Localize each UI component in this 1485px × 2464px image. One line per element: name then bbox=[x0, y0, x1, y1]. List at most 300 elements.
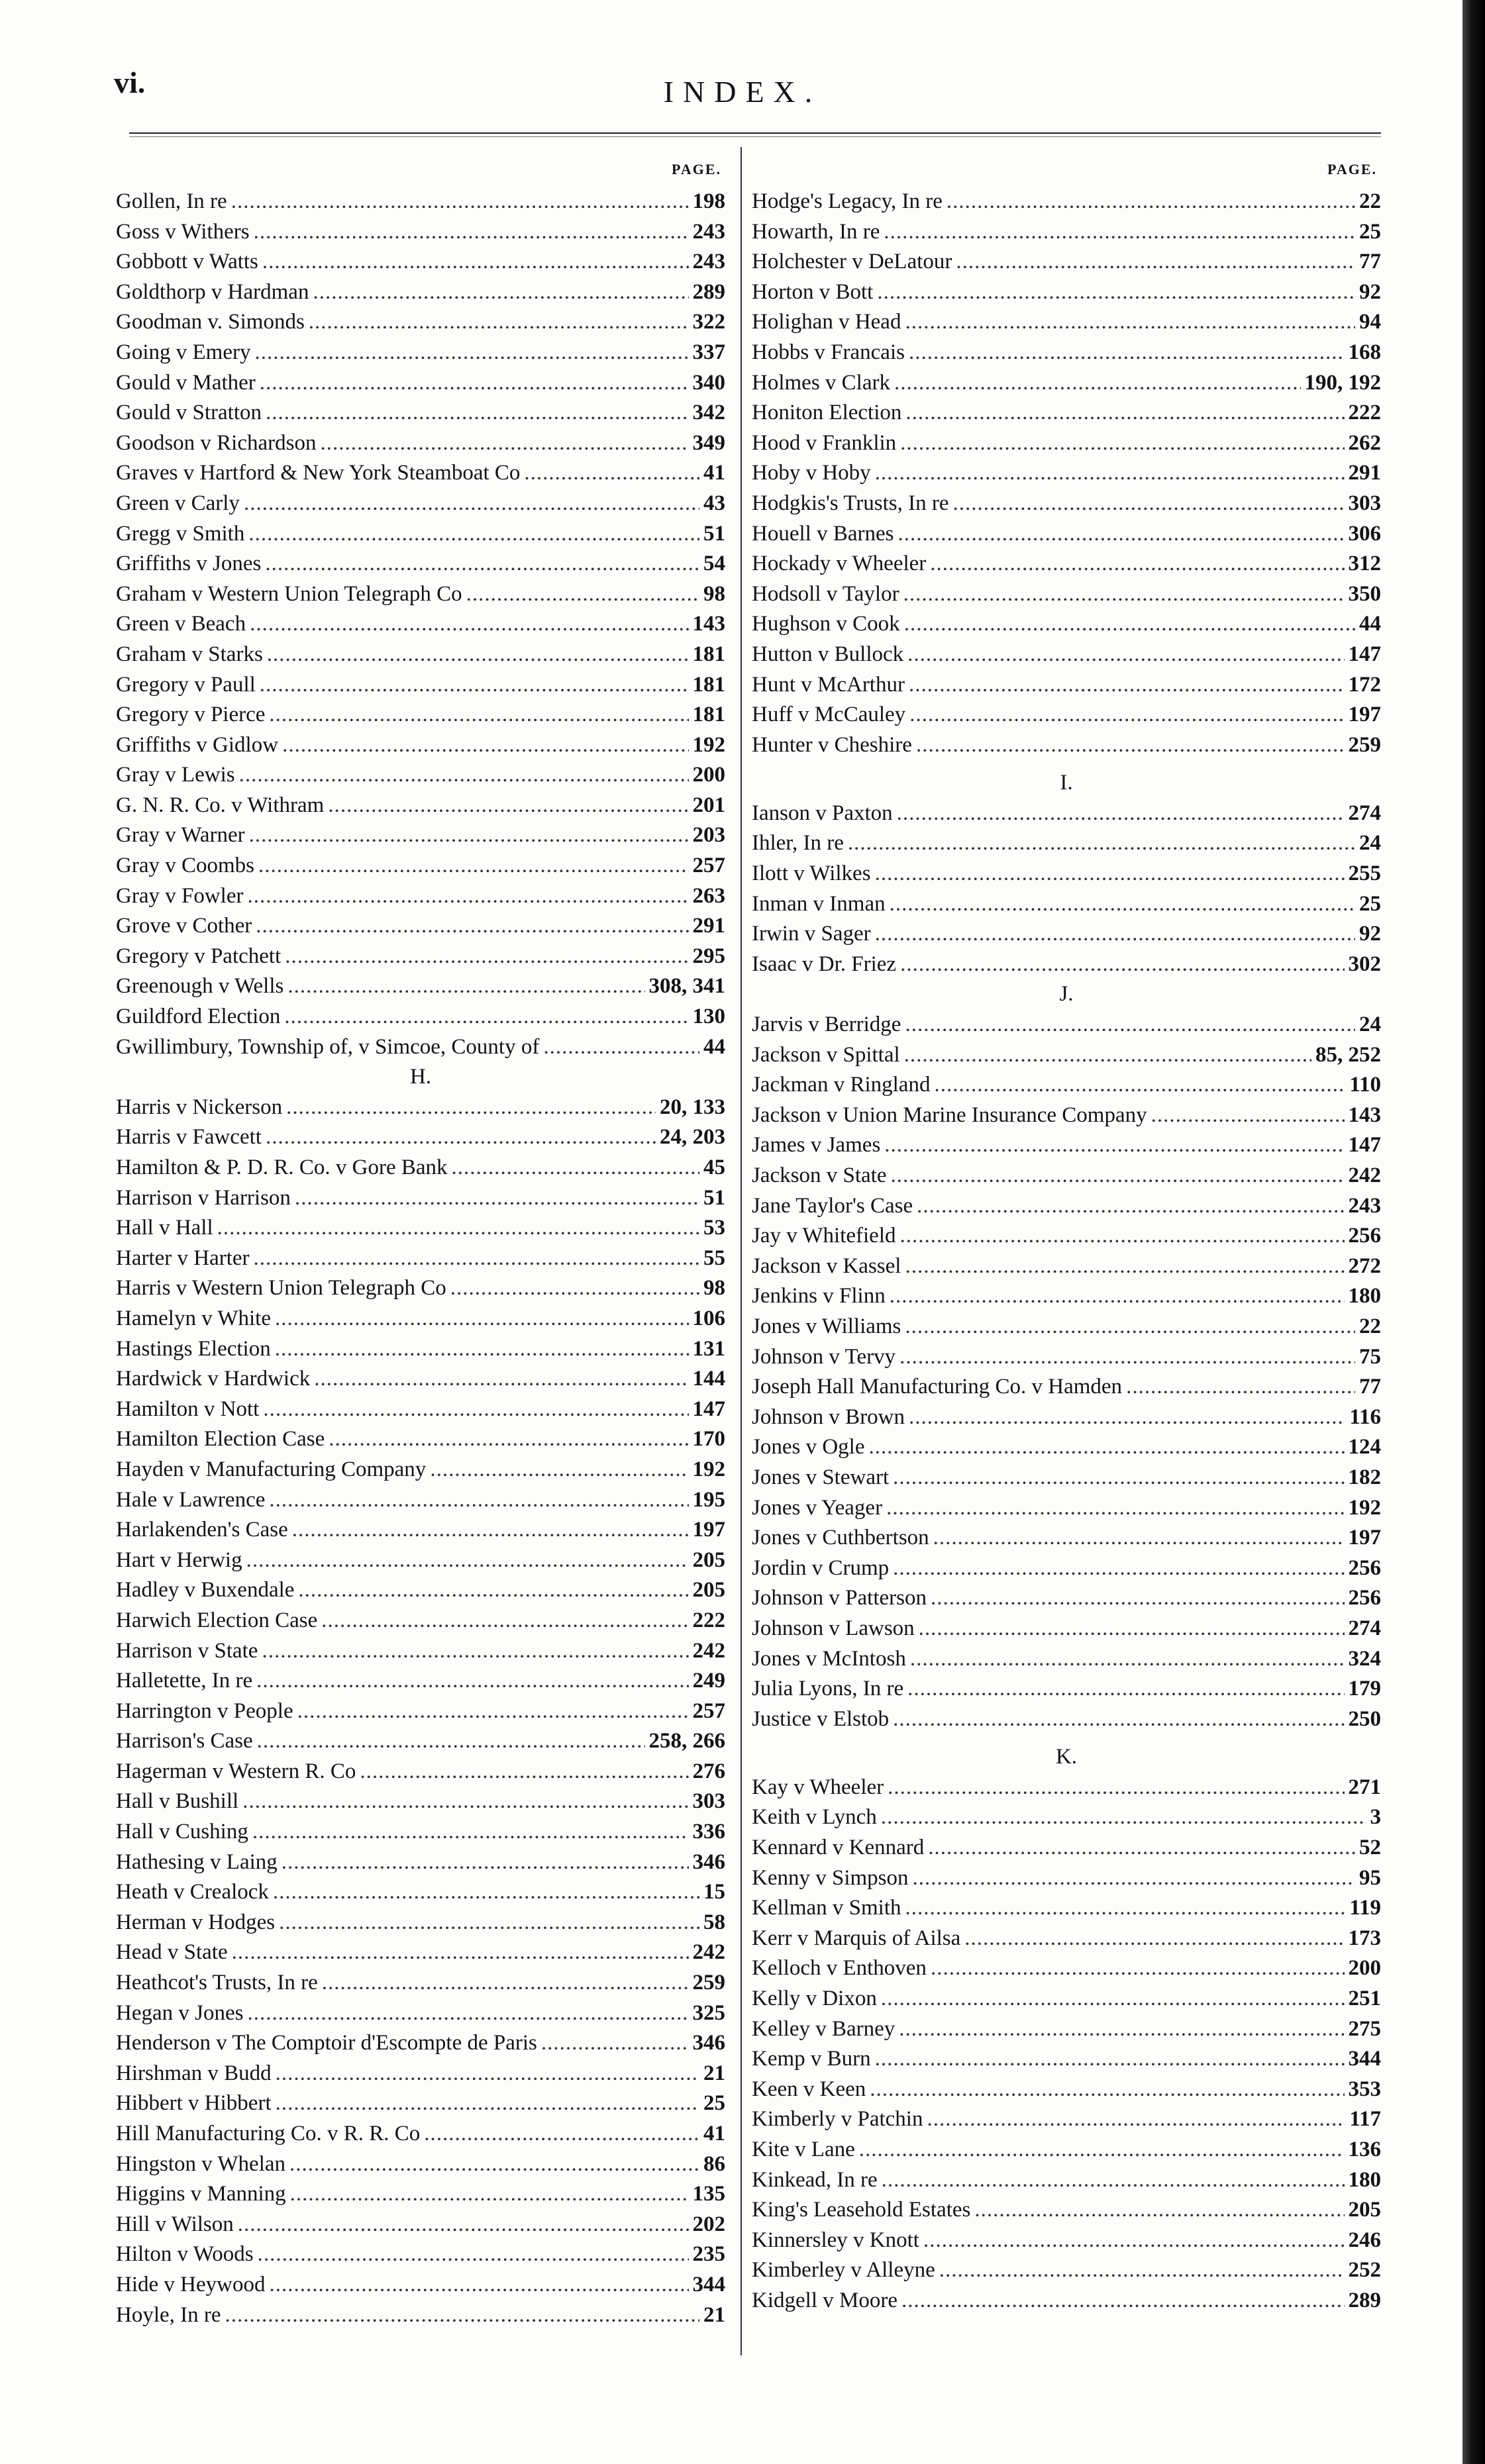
case-name: Hodgkis's Trusts, In re bbox=[752, 491, 949, 515]
k-entry-list bbox=[752, 1773, 1381, 2316]
page-ref: 344 bbox=[692, 2272, 725, 2296]
dot-leader bbox=[909, 338, 1345, 368]
case-name: Hagerman v Western R. Co bbox=[116, 1759, 356, 1783]
index-entry bbox=[116, 2210, 725, 2240]
page-ref: 147 bbox=[1348, 642, 1381, 666]
dot-leader bbox=[868, 1432, 1344, 1463]
case-name: Hale v Lawrence bbox=[116, 1487, 266, 1512]
page-ref: 41 bbox=[703, 2122, 725, 2145]
dot-leader bbox=[282, 1848, 689, 1878]
case-name: Justice v Elstob bbox=[752, 1706, 890, 1731]
page-ref: 200 bbox=[1348, 1956, 1381, 1981]
index-entry bbox=[116, 1908, 725, 1938]
index-entry bbox=[116, 1273, 725, 1304]
dot-leader bbox=[859, 2135, 1345, 2165]
dot-leader bbox=[269, 2270, 688, 2300]
page-ref: 197 bbox=[1348, 1526, 1381, 1550]
index-entry bbox=[116, 1213, 725, 1244]
case-name: Green v Beach bbox=[116, 612, 246, 636]
h-entry-list-right bbox=[752, 187, 1381, 760]
dot-leader bbox=[244, 489, 699, 519]
dot-leader bbox=[900, 1221, 1345, 1252]
index-entry bbox=[752, 2195, 1381, 2226]
index-entry bbox=[752, 919, 1381, 950]
page-ref: 52 bbox=[1359, 1836, 1381, 1860]
case-name: Kenny v Simpson bbox=[752, 1865, 909, 1890]
page-ref: 303 bbox=[1348, 491, 1381, 515]
case-name: Kite v Lane bbox=[752, 2138, 855, 2161]
index-entry bbox=[752, 1802, 1381, 1833]
index-entry bbox=[752, 1281, 1381, 1312]
section-heading-k: K. bbox=[1055, 1745, 1078, 1769]
case-name: Joseph Hall Manufacturing Co. v Hamden bbox=[752, 1375, 1123, 1399]
dot-leader bbox=[260, 670, 689, 701]
index-entry bbox=[116, 881, 725, 912]
dot-leader bbox=[250, 609, 688, 640]
dot-leader bbox=[257, 1726, 645, 1757]
index-entry bbox=[752, 2104, 1381, 2135]
dot-leader bbox=[225, 2300, 699, 2331]
dot-leader bbox=[246, 1546, 689, 1576]
case-name: Heath v Crealock bbox=[116, 1880, 269, 1904]
page-ref: 54 bbox=[703, 552, 725, 576]
case-name: Hodge's Legacy, In re bbox=[752, 189, 943, 213]
page-ref: 291 bbox=[1348, 461, 1381, 485]
dot-leader bbox=[931, 1953, 1345, 1984]
dot-leader bbox=[909, 700, 1344, 730]
case-name: James v James bbox=[752, 1133, 881, 1158]
dot-leader bbox=[905, 398, 1344, 428]
g-entry-list bbox=[116, 187, 725, 1062]
index-entry bbox=[752, 2075, 1381, 2105]
case-name: Jones v Ogle bbox=[752, 1435, 865, 1459]
page-ref: 15 bbox=[703, 1880, 725, 1904]
page-ref: 243 bbox=[692, 219, 725, 244]
dot-leader bbox=[262, 247, 689, 277]
case-name: Goodman v. Simonds bbox=[116, 310, 305, 334]
case-name: Head v State bbox=[116, 1940, 228, 1965]
page-ref: 257 bbox=[692, 1699, 725, 1723]
dot-leader bbox=[909, 1403, 1345, 1433]
case-name: Jackson v Kassel bbox=[752, 1254, 901, 1278]
page-ref: 274 bbox=[1348, 801, 1381, 825]
index-entry bbox=[752, 1070, 1381, 1101]
index-entry bbox=[116, 1998, 725, 2029]
dot-leader bbox=[217, 1213, 699, 1244]
dot-leader bbox=[875, 458, 1345, 489]
page-ref: 85, 252 bbox=[1315, 1042, 1381, 1067]
index-entry bbox=[116, 640, 725, 670]
dot-leader bbox=[899, 2014, 1344, 2045]
index-entry bbox=[116, 2028, 725, 2059]
h-entry-list-left bbox=[116, 1093, 725, 2330]
dot-leader bbox=[314, 1364, 688, 1395]
dot-leader bbox=[292, 1515, 689, 1546]
case-name: Kimberly v Patchin bbox=[752, 2107, 923, 2132]
index-entry bbox=[116, 1968, 725, 1998]
case-name: Honiton Election bbox=[752, 401, 902, 425]
case-name: Heathcot's Trusts, In re bbox=[116, 1971, 318, 1995]
dot-leader bbox=[909, 670, 1345, 701]
page-ref: 262 bbox=[1348, 430, 1381, 455]
page-ref: 289 bbox=[692, 279, 725, 304]
dot-leader bbox=[285, 942, 688, 972]
dot-leader bbox=[893, 1704, 1344, 1735]
dot-leader bbox=[907, 640, 1344, 670]
index-entry bbox=[116, 1787, 725, 1817]
case-name: Griffiths v Gidlow bbox=[116, 732, 279, 757]
dot-leader bbox=[900, 428, 1344, 459]
index-entry bbox=[116, 942, 725, 972]
index-entry bbox=[752, 1924, 1381, 1954]
index-entry bbox=[116, 2149, 725, 2180]
header-rule bbox=[129, 132, 1381, 134]
dot-leader bbox=[884, 1130, 1344, 1161]
index-entry bbox=[752, 549, 1381, 579]
dot-leader bbox=[848, 828, 1355, 859]
case-name: Hathesing v Laing bbox=[116, 1849, 278, 1874]
index-entry bbox=[116, 1485, 725, 1516]
page-ref: 222 bbox=[692, 1608, 725, 1632]
dot-leader bbox=[927, 2104, 1345, 2135]
page-edge-shadow bbox=[1462, 0, 1485, 2464]
case-name: Gray v Coombs bbox=[116, 854, 254, 878]
case-name: Hobbs v Francais bbox=[752, 340, 905, 364]
page-ref: 21 bbox=[703, 2061, 725, 2085]
page-ref: 251 bbox=[1348, 1987, 1381, 2011]
case-name: Gray v Warner bbox=[116, 823, 245, 848]
case-name: Holmes v Clark bbox=[752, 370, 890, 395]
dot-leader bbox=[881, 1802, 1366, 1833]
case-name: Ihler, In re bbox=[752, 831, 844, 856]
dot-leader bbox=[956, 247, 1355, 277]
case-name: Jackson v Spittal bbox=[752, 1042, 900, 1067]
dot-leader bbox=[910, 1644, 1345, 1675]
dot-leader bbox=[295, 1183, 699, 1214]
case-name: Kelloch v Enthoven bbox=[752, 1956, 927, 1981]
case-name: Kinkead, In re bbox=[752, 2167, 878, 2192]
dot-leader bbox=[289, 2149, 699, 2180]
page-ref: 144 bbox=[692, 1367, 725, 1391]
case-name: Jenkins v Flinn bbox=[752, 1284, 886, 1308]
page-ref: 271 bbox=[1348, 1775, 1381, 1799]
index-entry bbox=[116, 1938, 725, 1968]
dot-leader bbox=[934, 1070, 1345, 1101]
index-entry bbox=[752, 2165, 1381, 2196]
page-ref: 43 bbox=[703, 491, 725, 515]
dot-leader bbox=[269, 1485, 688, 1516]
dot-leader bbox=[252, 1817, 689, 1848]
index-entry bbox=[752, 730, 1381, 761]
case-name: Julia Lyons, In re bbox=[752, 1677, 904, 1701]
page-ref: 322 bbox=[692, 310, 725, 334]
index-entry bbox=[116, 338, 725, 368]
case-name: Jane Taylor's Case bbox=[752, 1193, 913, 1218]
page-ref: 3 bbox=[1370, 1805, 1381, 1830]
page-ref: 143 bbox=[692, 612, 725, 636]
case-name: Harris v Nickerson bbox=[116, 1095, 283, 1119]
case-name: Grove v Cother bbox=[116, 914, 252, 938]
page-ref: 180 bbox=[1348, 2167, 1381, 2192]
case-name: Kinnersley v Knott bbox=[752, 2228, 919, 2252]
index-entry bbox=[116, 217, 725, 248]
case-name: Kimberley v Alleyne bbox=[752, 2258, 935, 2283]
index-entry bbox=[752, 2226, 1381, 2256]
index-entry bbox=[752, 609, 1381, 640]
index-entry bbox=[116, 489, 725, 519]
case-name: Hilton v Woods bbox=[116, 2242, 254, 2267]
page-ref: 172 bbox=[1348, 672, 1381, 697]
page-ref: 124 bbox=[1348, 1435, 1381, 1459]
case-name: Johnson v Lawson bbox=[752, 1616, 915, 1640]
dot-leader bbox=[287, 971, 644, 1002]
dot-leader bbox=[875, 2044, 1345, 2075]
dot-leader bbox=[279, 1908, 699, 1938]
case-name: Hamilton & P. D. R. Co. v Gore Bank bbox=[116, 1156, 448, 1179]
index-entry bbox=[752, 2286, 1381, 2316]
case-name: Harrison's Case bbox=[116, 1729, 253, 1753]
case-name: Hockady v Wheeler bbox=[752, 552, 927, 576]
dot-leader bbox=[320, 428, 688, 459]
dot-leader bbox=[265, 549, 699, 579]
case-name: Hill v Wilson bbox=[116, 2212, 234, 2236]
page-ref: 342 bbox=[692, 401, 725, 425]
index-entry bbox=[752, 428, 1381, 459]
case-name: Kidgell v Moore bbox=[752, 2288, 897, 2312]
dot-leader bbox=[329, 1424, 688, 1455]
page-ref: 200 bbox=[692, 763, 725, 787]
case-name: Hamilton Election Case bbox=[116, 1427, 325, 1452]
page-column-label-right: PAGE. bbox=[1327, 161, 1377, 177]
case-name: Hall v Hall bbox=[116, 1216, 213, 1240]
dot-leader bbox=[928, 1833, 1355, 1863]
dot-leader bbox=[239, 760, 689, 791]
case-name: Hughson v Cook bbox=[752, 612, 900, 636]
case-name: Graham v Starks bbox=[116, 642, 263, 666]
case-name: Hoby v Hoby bbox=[752, 461, 871, 485]
dot-leader bbox=[900, 950, 1344, 980]
dot-leader bbox=[894, 368, 1301, 399]
dot-leader bbox=[886, 1493, 1344, 1524]
case-name: Jay v Whitefield bbox=[752, 1224, 896, 1248]
case-name: Griffiths v Jones bbox=[116, 552, 262, 576]
index-entry bbox=[116, 700, 725, 730]
dot-leader bbox=[923, 2226, 1345, 2256]
case-name: Hamelyn v White bbox=[116, 1306, 271, 1330]
index-entry bbox=[752, 1833, 1381, 1863]
case-name: Hayden v Manufacturing Company bbox=[116, 1457, 427, 1481]
page-ref: 25 bbox=[1359, 891, 1381, 916]
dot-leader bbox=[953, 489, 1345, 519]
case-name: Hunt v McArthur bbox=[752, 672, 905, 697]
page-ref: 242 bbox=[692, 1638, 725, 1663]
page-ref: 205 bbox=[1348, 2198, 1381, 2222]
index-entry bbox=[116, 1455, 725, 1485]
index-entry bbox=[116, 549, 725, 579]
dot-leader bbox=[890, 1161, 1344, 1191]
case-name: Kelly v Dixon bbox=[752, 1987, 877, 2011]
dot-leader bbox=[248, 519, 699, 550]
page-ref: 94 bbox=[1359, 310, 1381, 334]
index-entry bbox=[116, 971, 725, 1002]
page-ref: 259 bbox=[692, 1971, 725, 1995]
page-ref: 275 bbox=[1348, 2016, 1381, 2041]
page-ref: 302 bbox=[1348, 952, 1381, 976]
dot-leader bbox=[939, 2255, 1345, 2286]
dot-leader bbox=[917, 1191, 1344, 1222]
dot-leader bbox=[256, 911, 688, 942]
dot-leader bbox=[254, 217, 689, 248]
index-entry bbox=[116, 519, 725, 550]
page-ref: 256 bbox=[1348, 1224, 1381, 1248]
page-ref: 291 bbox=[692, 914, 725, 938]
dot-leader bbox=[901, 2286, 1345, 2316]
case-name: Gobbott v Watts bbox=[116, 250, 258, 274]
index-entry bbox=[116, 2089, 725, 2119]
page-ref: 116 bbox=[1349, 1404, 1381, 1429]
page-ref: 263 bbox=[692, 883, 725, 908]
case-name: Greenough v Wells bbox=[116, 974, 284, 999]
index-entry bbox=[752, 579, 1381, 610]
case-name: Kellman v Smith bbox=[752, 1896, 901, 1920]
page-ref: 256 bbox=[1348, 1555, 1381, 1580]
page-ref: 289 bbox=[1348, 2288, 1381, 2312]
page-ref: 258, 266 bbox=[648, 1729, 725, 1753]
page-ref: 242 bbox=[1348, 1163, 1381, 1187]
dot-leader bbox=[256, 1666, 688, 1697]
index-entry bbox=[752, 640, 1381, 670]
index-entry bbox=[752, 247, 1381, 277]
page-ref: 306 bbox=[1348, 521, 1381, 546]
case-name: Halletette, In re bbox=[116, 1669, 253, 1693]
case-name: Green v Carly bbox=[116, 491, 240, 515]
dot-leader bbox=[297, 1697, 689, 1727]
dot-leader bbox=[275, 1304, 689, 1334]
page-ref: 192 bbox=[692, 732, 725, 757]
page-ref: 337 bbox=[692, 340, 725, 364]
index-entry bbox=[116, 458, 725, 489]
page-ref: 340 bbox=[692, 370, 725, 395]
case-name: Huff v McCauley bbox=[752, 703, 906, 727]
dot-leader bbox=[930, 549, 1344, 579]
index-entry bbox=[116, 1877, 725, 1908]
left-column bbox=[116, 152, 725, 2330]
case-name: Hide v Heywood bbox=[116, 2272, 266, 2296]
case-name: Gregory v Patchett bbox=[116, 944, 282, 968]
page-ref: 353 bbox=[1348, 2077, 1381, 2101]
case-name: Gregg v Smith bbox=[116, 521, 245, 546]
index-entry bbox=[116, 2119, 725, 2149]
index-entry bbox=[752, 1432, 1381, 1463]
page-ref: 58 bbox=[703, 1910, 725, 1934]
dot-leader bbox=[933, 1523, 1345, 1553]
dot-leader bbox=[905, 1010, 1355, 1040]
index-entry bbox=[116, 1666, 725, 1697]
case-name: Hibbert v Hibbert bbox=[116, 2091, 272, 2116]
case-name: Hirshman v Budd bbox=[116, 2061, 272, 2085]
dot-leader bbox=[882, 2165, 1345, 2196]
index-entry bbox=[752, 799, 1381, 829]
index-entry bbox=[752, 1644, 1381, 1675]
index-entry bbox=[116, 2270, 725, 2300]
index-entry bbox=[752, 1463, 1381, 1493]
page-ref: 25 bbox=[1359, 219, 1381, 244]
index-entry bbox=[116, 1726, 725, 1757]
case-name: Graves v Hartford & New York Steamboat Co bbox=[116, 461, 521, 485]
page-ref: 106 bbox=[692, 1306, 725, 1330]
index-entry bbox=[752, 2135, 1381, 2165]
page-ref: 312 bbox=[1348, 552, 1381, 576]
section-gap bbox=[752, 760, 1381, 768]
index-entry bbox=[752, 950, 1381, 980]
case-name: Higgins v Manning bbox=[116, 2182, 286, 2206]
page-ref: 324 bbox=[1348, 1646, 1381, 1671]
page-ref: 242 bbox=[692, 1940, 725, 1965]
page-ref: 180 bbox=[1348, 1284, 1381, 1308]
case-name: Holighan v Head bbox=[752, 310, 901, 334]
index-entry bbox=[116, 730, 725, 761]
page-ref: 147 bbox=[1348, 1133, 1381, 1158]
dot-leader bbox=[466, 579, 699, 610]
case-name: Herman v Hodges bbox=[116, 1910, 276, 1934]
index-entry bbox=[752, 1493, 1381, 1524]
page-ref: 303 bbox=[692, 1789, 725, 1814]
dot-leader bbox=[284, 1002, 688, 1032]
index-entry bbox=[116, 2300, 725, 2331]
dot-leader bbox=[360, 1757, 688, 1787]
dot-leader bbox=[267, 640, 689, 670]
index-entry bbox=[116, 247, 725, 277]
index-entry bbox=[116, 1304, 725, 1334]
case-name: Ianson v Paxton bbox=[752, 801, 893, 825]
case-name: Irwin v Sager bbox=[752, 922, 871, 946]
page-ref: 256 bbox=[1348, 1586, 1381, 1610]
page-title: INDEX. bbox=[663, 75, 822, 109]
page-ref: 45 bbox=[703, 1156, 725, 1179]
index-entry bbox=[752, 828, 1381, 859]
case-name: Guildford Election bbox=[116, 1005, 281, 1029]
index-entry bbox=[752, 1614, 1381, 1644]
dot-leader bbox=[298, 1575, 688, 1606]
index-entry bbox=[116, 1183, 725, 1214]
index-entry bbox=[752, 1523, 1381, 1553]
dot-leader bbox=[881, 1984, 1345, 2014]
dot-leader bbox=[907, 1674, 1344, 1704]
dot-leader bbox=[893, 1463, 1344, 1493]
index-entry bbox=[116, 1002, 725, 1032]
dot-leader bbox=[276, 2089, 699, 2119]
case-name: Hodsoll v Taylor bbox=[752, 581, 899, 606]
dot-leader bbox=[947, 187, 1355, 217]
index-entry bbox=[116, 2059, 725, 2089]
index-entry bbox=[116, 368, 725, 399]
index-entry bbox=[116, 760, 725, 791]
page-ref: 77 bbox=[1359, 1375, 1381, 1399]
dot-leader bbox=[275, 1334, 689, 1365]
page-ref: 168 bbox=[1348, 340, 1381, 364]
case-name: Hall v Cushing bbox=[116, 1820, 248, 1844]
page-ref: 344 bbox=[1348, 2047, 1381, 2071]
page-ref: 201 bbox=[692, 793, 725, 817]
dot-leader bbox=[543, 1032, 699, 1063]
index-entry bbox=[752, 859, 1381, 889]
dot-leader bbox=[450, 1273, 699, 1304]
dot-leader bbox=[905, 1312, 1355, 1342]
case-name: Graham v Western Union Telegraph Co bbox=[116, 581, 462, 606]
index-entry bbox=[752, 670, 1381, 701]
case-name: Gray v Lewis bbox=[116, 763, 235, 787]
dot-leader bbox=[919, 1614, 1345, 1644]
